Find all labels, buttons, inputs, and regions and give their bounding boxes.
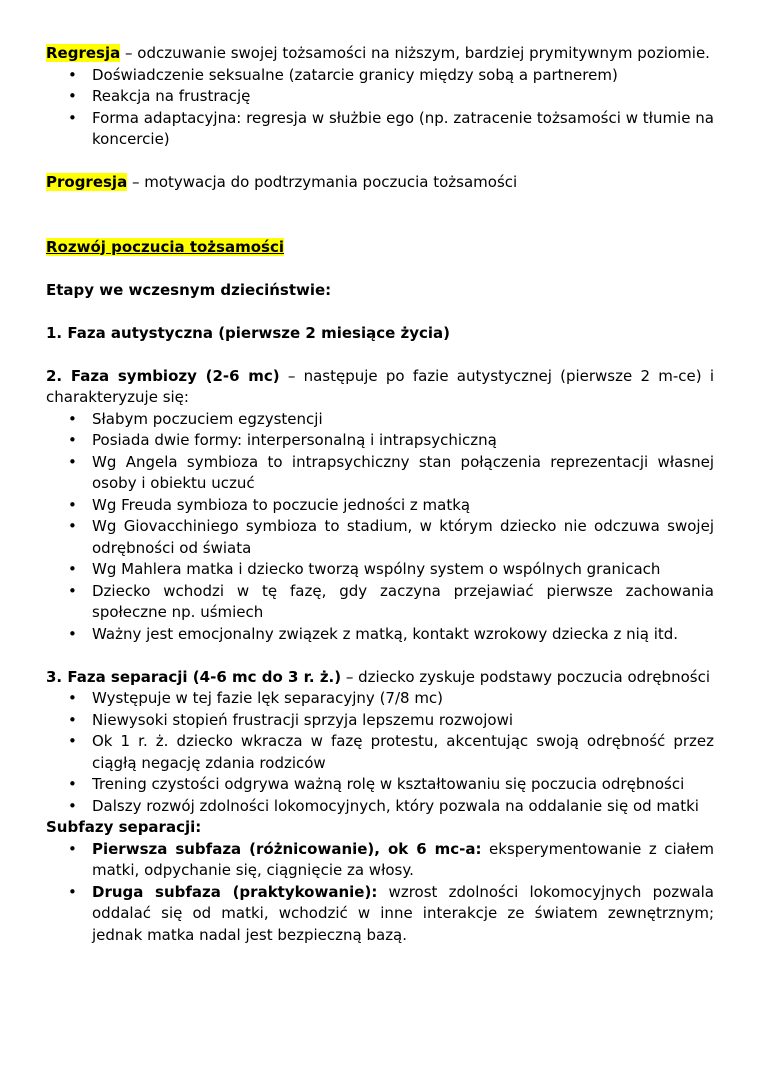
progresja-paragraph (46, 172, 714, 194)
spacer (46, 194, 714, 237)
subfaza-term: Druga subfaza (praktykowanie): (92, 882, 378, 901)
faza2-intro: – następuje po fazie autystycznej (pierwsze 2 m-ce) i charakteryzuje się: (46, 366, 715, 406)
list-item: • Forma adaptacyjna: regresja w służbie ego (np. zatracenie tożsamości w tłumie na koncercie) (68, 108, 714, 148)
stages-heading: Etapy we wczesnym dzieciństwie: (46, 280, 332, 299)
list-item (68, 839, 714, 882)
bullet-icon: • (68, 431, 77, 449)
bullet-icon: • (68, 775, 77, 793)
faza3-intro: – dziecko zyskuje podstawy poczucia odrębności (341, 667, 710, 686)
list-item: • Słabym poczuciem egzystencji (92, 409, 714, 431)
faza2-paragraph (46, 366, 714, 409)
subfaza-text: wzrost zdolności lokomocyjnych pozwala oddalać się od matki, wchodzić w inne interakcje ze światem zewnętrznym; jednak matka nadal jest bezpieczną bazą. (92, 882, 714, 944)
regresja-paragraph (46, 43, 714, 65)
bullet-icon: • (68, 560, 77, 578)
faza2-title: 2. Faza symbiozy (2-6 mc) (46, 366, 280, 385)
list-item: • Niewysoki stopień frustracji sprzyja lepszemu rozwojowi (92, 710, 714, 732)
bullet-icon: • (68, 87, 77, 105)
list-item: • Reakcja na frustrację (92, 86, 714, 108)
spacer (46, 151, 714, 173)
list-item: • Ważny jest emocjonalny związek z matką, kontakt wzrokowy dziecka z nią itd. (92, 624, 714, 646)
faza3-list (46, 688, 714, 817)
list-item: • Występuje w tej fazie lęk separacyjny (7/8 mc) (92, 688, 714, 710)
list-item: • Trening czystości odgrywa ważną rolę w kształtowaniu się poczucia odrębności (92, 774, 714, 796)
faza2-list (46, 409, 714, 646)
list-item (68, 882, 714, 947)
bullet-icon: • (68, 452, 77, 471)
bullet-icon: • (68, 495, 77, 514)
spacer (46, 344, 714, 366)
bullet-icon: • (68, 689, 77, 707)
regresja-list (46, 65, 714, 151)
list-item: • Wg Mahlera matka i dziecko tworzą wspólny system o wspólnych granicach (92, 559, 714, 581)
list-item: • Dalszy rozwój zdolności lokomocyjnych, który pozwala na oddalanie się od matki (92, 796, 714, 818)
list-item: • Posiada dwie formy: interpersonalną i intrapsychiczną (92, 430, 714, 452)
regresja-definition: – odczuwanie swojej tożsamości na niższym, bardziej prymitywnym poziomie. (120, 44, 710, 62)
spacer (46, 645, 714, 667)
faza3-title: 3. Faza separacji (4-6 mc do 3 r. ż.) (46, 667, 342, 686)
faza3-paragraph (46, 667, 714, 689)
bullet-icon: • (68, 710, 77, 729)
bullet-icon: • (68, 108, 77, 127)
regresja-term: Regresja (46, 44, 121, 62)
bullet-icon: • (68, 517, 77, 535)
bullet-icon: • (68, 732, 77, 750)
faza1-title: 1. Faza autystyczna (pierwsze 2 miesiące życia) (46, 323, 451, 342)
bullet-icon: • (68, 581, 77, 600)
progresja-term: Progresja (46, 173, 128, 191)
list-item: • Wg Giovacchiniego symbioza to stadium, w którym dziecko nie odczuwa swojej odrębności od świata (68, 517, 714, 557)
progresja-definition: – motywacja do podtrzymania poczucia tożsamości (127, 173, 518, 191)
bullet-icon: • (68, 839, 77, 858)
bullet-icon: • (68, 882, 77, 901)
list-item: • Doświadczenie seksualne (zatarcie granicy między sobą a partnerem) (92, 65, 714, 87)
subfazy-heading: Subfazy separacji: (46, 818, 202, 836)
list-item: • Wg Freuda symbioza to poczucie jedności z matką (92, 495, 714, 517)
list-item: • Ok 1 r. ż. dziecko wkracza w fazę protestu, akcentując swoją odrębność przez ciągłą negację zdania rodziców (68, 732, 714, 772)
spacer (46, 301, 714, 323)
list-item: • Dziecko wchodzi w tę fazę, gdy zaczyna przejawiać pierwsze zachowania społeczne np. uśmiech (68, 581, 714, 621)
list-item: • Wg Angela symbioza to intrapsychiczny stan połączenia reprezentacji własnej osoby i obiektu uczuć (68, 452, 714, 492)
bullet-icon: • (68, 796, 77, 815)
subfazy-list (46, 839, 714, 947)
subfaza-text: eksperymentowanie z ciałem matki, odpychanie się, ciągnięcie za włosy. (92, 839, 714, 879)
bullet-icon: • (68, 624, 77, 643)
subfaza-term: Pierwsza subfaza (różnicowanie), ok 6 mc-a: (92, 839, 482, 858)
bullet-icon: • (68, 65, 77, 84)
spacer (46, 258, 714, 280)
section-title: Rozwój poczucia tożsamości (46, 237, 284, 256)
bullet-icon: • (68, 409, 77, 428)
